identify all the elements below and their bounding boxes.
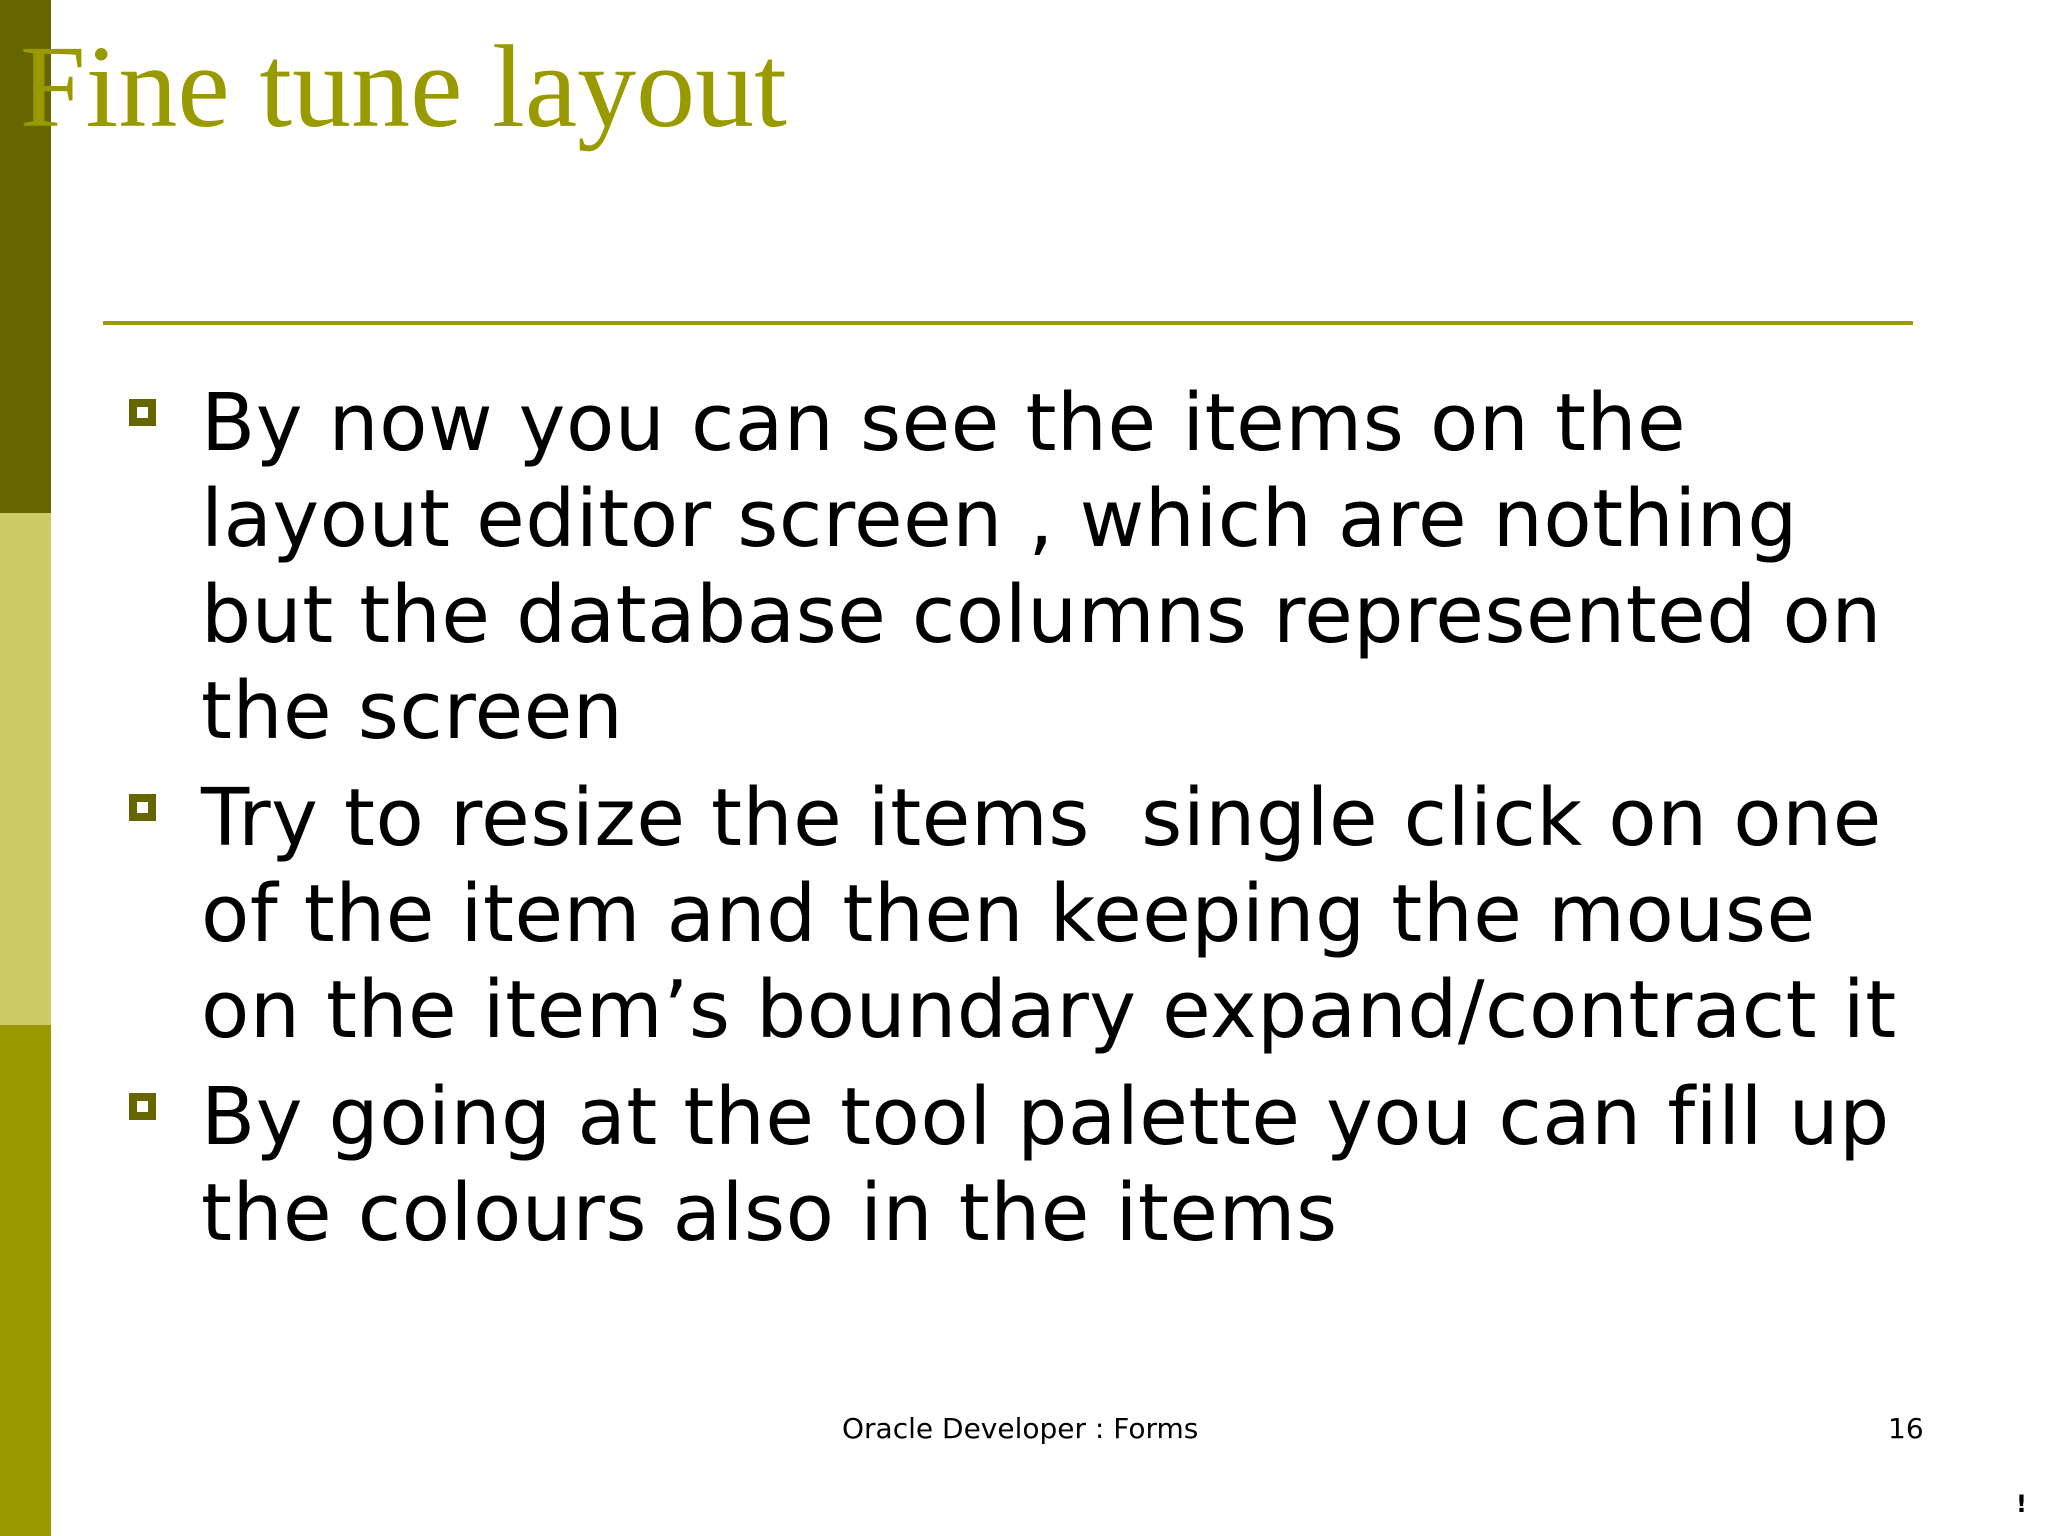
bullet-text: By going at the tool palette you can fill up the colours also in the items: [201, 1071, 1916, 1259]
square-bullet-icon: [129, 399, 156, 426]
bullet-item: [126, 770, 1926, 1058]
bullet-text: Try to resize the items single click on one of the item and then keeping the mouse on the item’s boundary expand/contract it: [201, 772, 1908, 1056]
square-bullet-icon: [129, 1093, 156, 1120]
slide-title: Fine tune layout: [20, 21, 787, 152]
bullet-list: [126, 375, 1926, 1272]
bullet-item: [126, 375, 1926, 759]
corner-mark: !: [2016, 1490, 2027, 1518]
square-bullet-icon: [129, 794, 156, 821]
sidebar-stripe-light: [0, 513, 51, 1025]
bullet-text: By now you can see the items on the layout editor screen , which are nothing but the database columns represented on the screen: [201, 377, 1908, 757]
footer-text: Oracle Developer : Forms: [842, 1412, 1199, 1445]
page-number: 16: [1888, 1412, 1924, 1445]
sidebar-stripe-olive: [0, 1025, 51, 1536]
title-divider: [103, 321, 1913, 325]
bullet-item: [126, 1069, 1926, 1261]
